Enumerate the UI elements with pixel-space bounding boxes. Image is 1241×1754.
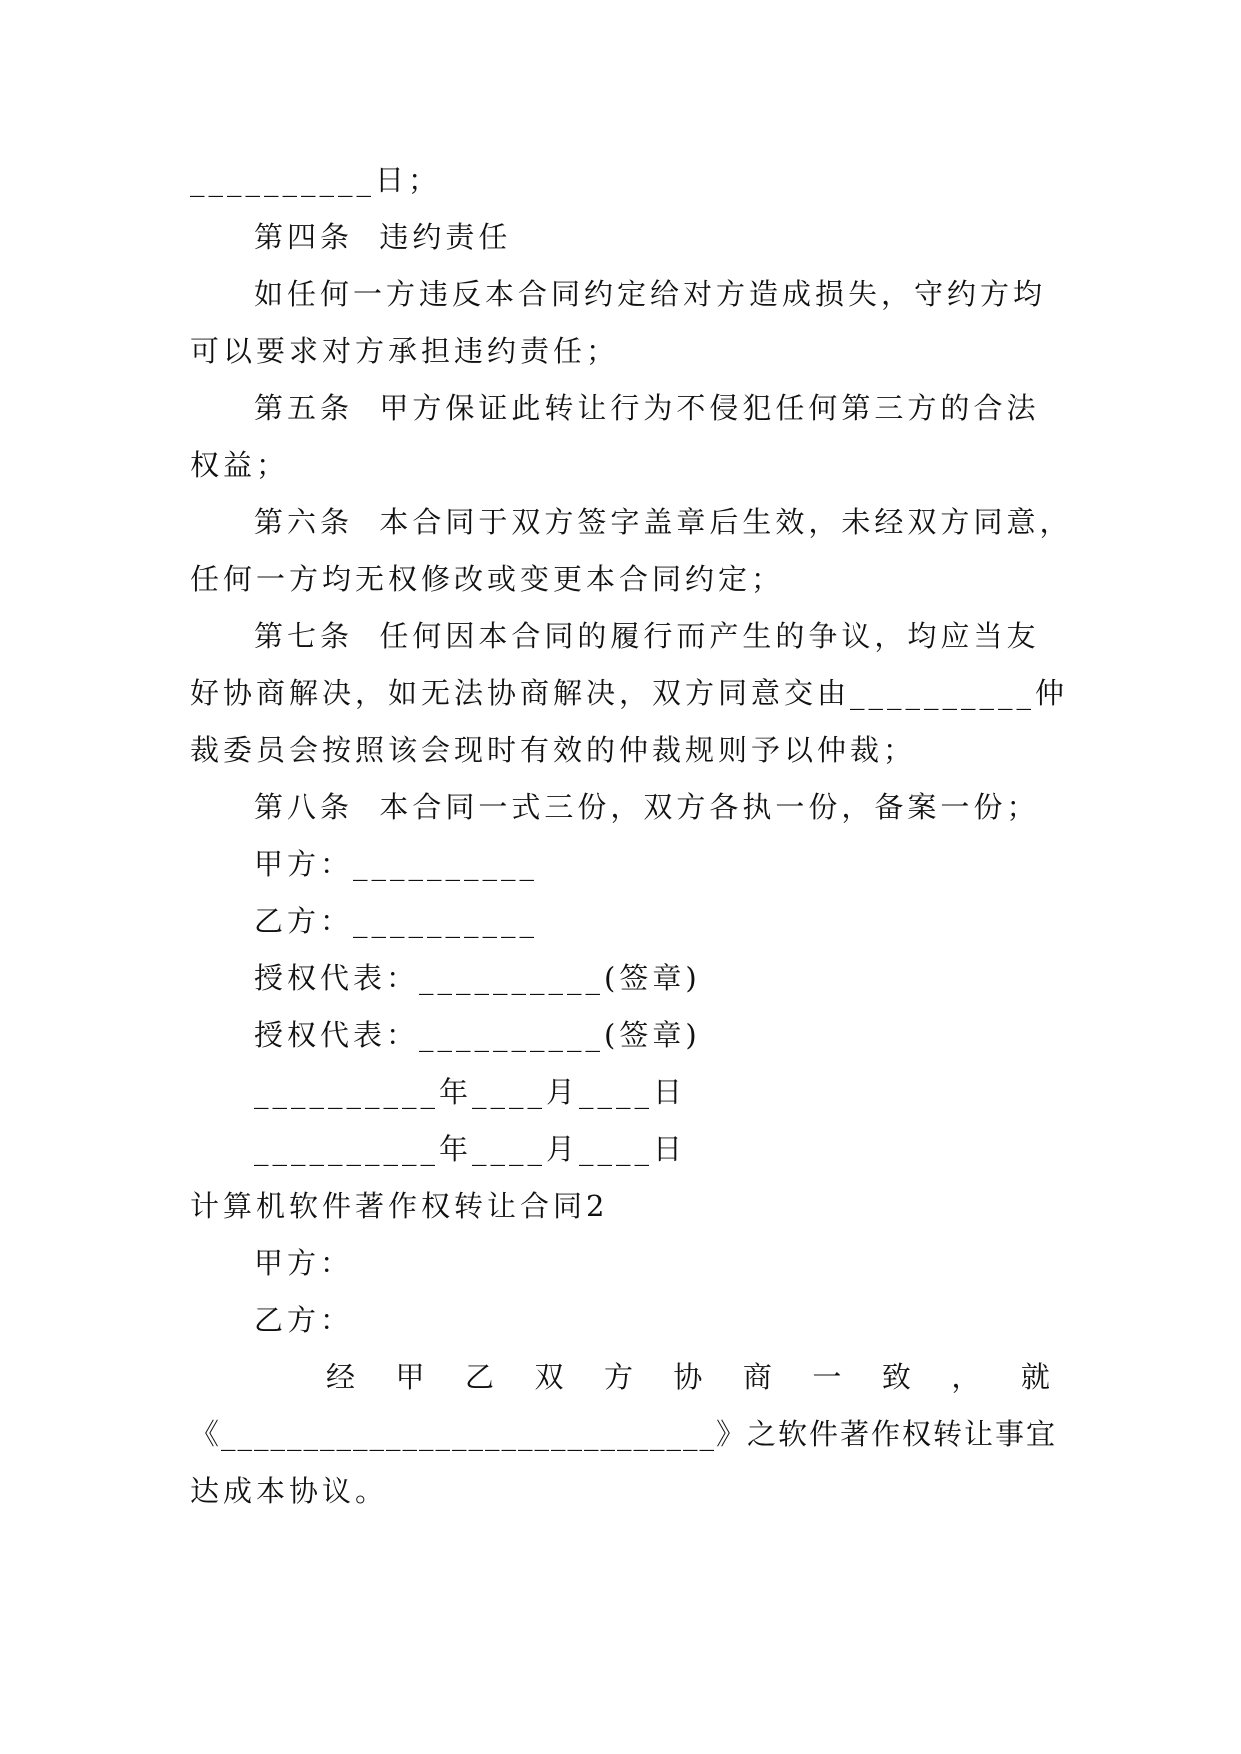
- intro-char: 双: [534, 1360, 564, 1394]
- signature-date-line-1: __________年____月____日: [254, 1075, 687, 1109]
- article-5-text-2: 权益；: [190, 448, 290, 482]
- authorized-rep-line-1: 授权代表：__________(签章): [254, 961, 701, 995]
- contract-2-title: 计算机软件著作权转让合同2: [190, 1189, 609, 1223]
- party-b-line: 乙方：__________: [254, 904, 539, 938]
- article-4-heading: 第四条 违约责任: [254, 220, 512, 254]
- contract-2-intro-spread: [326, 1359, 1050, 1395]
- intro-char: 协: [673, 1360, 703, 1394]
- article-4-text-1: 如任何一方违反本合同约定给对方造成损失，守约方均: [254, 277, 1047, 311]
- contract-2-party-b: 乙方：: [254, 1303, 354, 1337]
- article-7-text-3: 裁委员会按照该会现时有效的仲裁规则予以仲裁；: [190, 733, 917, 767]
- contract-2-party-a: 甲方：: [254, 1246, 354, 1280]
- article-8-text: 第八条 本合同一式三份，双方各执一份，备案一份；: [254, 790, 1040, 824]
- intro-char: 商: [742, 1360, 772, 1394]
- article-6-text-2: 任何一方均无权修改或变更本合同约定；: [190, 562, 785, 596]
- contract-2-software-title-line: 《______________________________》之软件著作权转让事宜: [190, 1417, 1058, 1451]
- date-line: __________日；: [190, 163, 442, 197]
- article-7-text-1: 第七条 任何因本合同的履行而产生的争议，均应当友: [254, 619, 1040, 653]
- article-6-text-1: 第六条 本合同于双方签字盖章后生效，未经双方同意，: [254, 505, 1073, 539]
- intro-char: 方: [603, 1360, 633, 1394]
- contract-2-agreement-line: 达成本协议。: [190, 1474, 389, 1508]
- intro-char: 经: [326, 1360, 356, 1394]
- intro-char: 一: [812, 1360, 842, 1394]
- article-4-text-2: 可以要求对方承担违约责任；: [190, 334, 620, 368]
- authorized-rep-line-2: 授权代表：__________(签章): [254, 1018, 701, 1052]
- signature-date-line-2: __________年____月____日: [254, 1132, 687, 1166]
- intro-char: 乙: [464, 1360, 494, 1394]
- intro-char: 就: [1020, 1360, 1050, 1394]
- article-7-text-2: 好协商解决，如无法协商解决，双方同意交由__________仲: [190, 676, 1069, 710]
- intro-char: 甲: [395, 1360, 425, 1394]
- party-a-line: 甲方：__________: [254, 847, 539, 881]
- article-5-text-1: 第五条 甲方保证此转让行为不侵犯任何第三方的合法: [254, 391, 1040, 425]
- intro-char: ，: [951, 1360, 981, 1394]
- intro-char: 致: [881, 1360, 911, 1394]
